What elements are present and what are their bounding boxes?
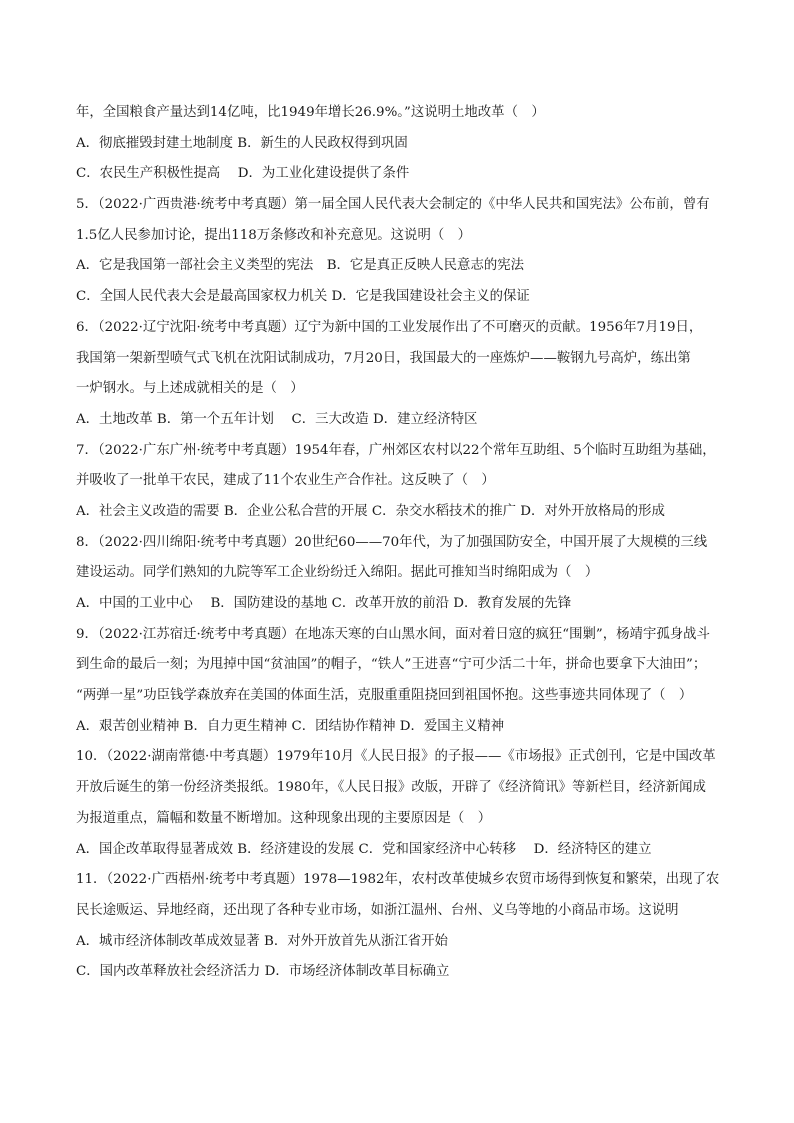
text-line: A．国企改革取得显著成效 B．经济建设的发展 C．党和国家经济中心转移 D．经济特区的建立 xyxy=(76,841,652,857)
text-line: 为报道重点，篇幅和数量不断增加。这种现象出现的主要原因是（ ） xyxy=(76,810,492,826)
text-line: A．中国的工业中心 B．国防建设的基地 C．改革开放的前沿 D．教育发展的先锋 xyxy=(76,596,572,611)
text-line: C．国内改革释放社会经济活力 D．市场经济体制改革目标确立 xyxy=(76,964,450,980)
text-line: 年，全国粮食产量达到14亿吨，比1949年增长26.9%。”这说明土地改革（ ） xyxy=(76,105,545,120)
text-line: 5．（2022·广西贵港·统考中考真题）第一届全国人民代表大会制定的《中华人民共和国宪法》公布前，曾有 xyxy=(76,197,710,213)
text-line: “两弹一星”功臣钱学森放弃在美国的体面生活，克服重重阻挠回到祖国怀抱。这些事迹共同体现了（ ） xyxy=(76,688,693,704)
text-line: 10．（2022·湖南常德·中考真题）1979年10月《人民日报》的子报——《市场报》正式创刊，它是中国改革 xyxy=(76,749,716,765)
text-line: A．彻底摧毁封建土地制度 B．新生的人民政权得到巩固 xyxy=(76,135,408,151)
text-line: 6．（2022·辽宁沈阳·统考中考真题）辽宁为新中国的工业发展作出了不可磨灭的贡献。1956年7月19日， xyxy=(76,319,703,335)
text-line: C．农民生产积极性提高 D．为工业化建设提供了条件 xyxy=(76,166,410,182)
text-line: 11．（2022·广西梧州·统考中考真题）1978—1982年，农村改革使城乡农贸市场得到恢复和繁荣，出现了农 xyxy=(76,872,720,888)
text-line: A．城市经济体制改革成效显著 B．对外开放首先从浙江省开始 xyxy=(76,933,448,949)
text-line: A．它是我国第一部社会主义类型的宪法 B．它是真正反映人民意志的宪法 xyxy=(76,258,525,274)
text-line: 民长途贩运、异地经商，还出现了各种专业市场，如浙江温州、台州、义乌等地的小商品市场。这说明 xyxy=(76,902,679,918)
text-line: 7．（2022·广东广州·统考中考真题）1954年春，广州郊区农村以22个常年互助组、5个临时互助组为基础， xyxy=(76,442,716,458)
text-line: 开放后诞生的第一份经济类报纸。1980年，《人民日报》改版，开辟了《经济简讯》等新栏目，经济新闻成 xyxy=(76,780,706,796)
question-text-block xyxy=(76,98,726,988)
text-line: 建设运动。同学们熟知的九院等军工企业纷纷迁入绵阳。据此可推知当时绵阳成为（ ） xyxy=(76,565,599,581)
text-line: 一炉钢水。与上述成就相关的是（ ） xyxy=(76,381,304,397)
text-line: 1.5亿人民参加讨论，提出118万条修改和补充意见。这说明（ ） xyxy=(76,227,472,243)
text-line: 到生命的最后一刻；为甩掉中国“贫油国”的帽子，“铁人”王进喜“宁可少活二十年，拼命也要拿下大油田”； xyxy=(76,657,707,673)
text-line: A．社会主义改造的需要 B．企业公私合营的开展 C．杂交水稻技术的推广 D．对外开放格局的形成 xyxy=(76,503,665,519)
text-line: 8．（2022·四川绵阳·统考中考真题）20世纪60——70年代，为了加强国防安全，中国开展了大规模的三线 xyxy=(76,534,708,550)
text-line: C．全国人民代表大会是最高国家权力机关 D．它是我国建设社会主义的保证 xyxy=(76,289,530,305)
text-line: A．艰苦创业精神 B．自力更生精神 C．团结协作精神 D．爱国主义精神 xyxy=(76,718,505,734)
text-line: 9．（2022·江苏宿迁·统考中考真题）在地冻天寒的白山黑水间，面对着日寇的疯狂“围剿”，杨靖宇孤身战斗 xyxy=(76,626,710,642)
text-line: A．土地改革 B．第一个五年计划 C．三大改造 D．建立经济特区 xyxy=(76,411,478,427)
text-line: 我国第一架新型喷气式飞机在沈阳试制成功，7月20日，我国最大的一座炼炉——鞍钢九号高炉，练出第 xyxy=(76,350,691,366)
text-line: 并吸收了一批单干农民，建成了11个农业生产合作社。这反映了（ ） xyxy=(76,473,495,489)
